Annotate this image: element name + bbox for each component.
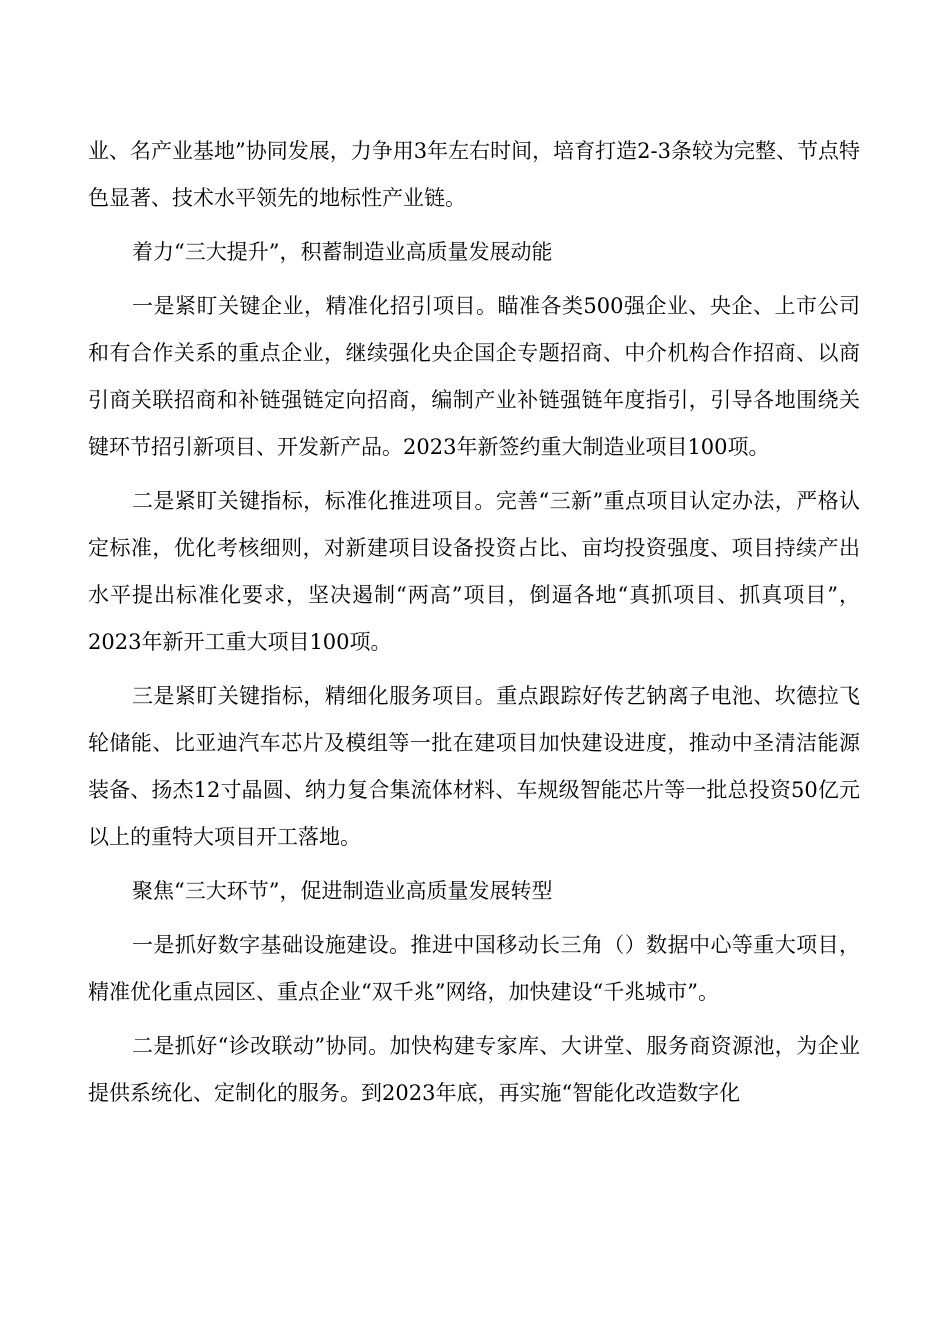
section-heading-three-links: 聚焦“三大环节”，促进制造业高质量发展转型 <box>132 879 553 903</box>
paragraph-key-indicators-service: 三是紧盯关键指标，精细化服务项目。重点跟踪好传艺钠离子电池、坎德拉飞轮储能、比亚迪汽车芯片及模组等一批在建项目加快建设进度，推动中圣清洁能源装备、扬杰12寸晶圆、纳力复合集流体材料、车规级智能芯片等一批总投资50亿元以上的重特大项目开工落地。 <box>88 684 860 849</box>
section-heading-three-improvements: 着力“三大提升”，积蓄制造业高质量发展动能 <box>132 240 553 264</box>
paragraph-continuation: 业、名产业基地”协同发展，力争用3年左右时间，培育打造2-3条较为完整、节点特色显著、技术水平领先的地标性产业链。 <box>88 139 860 210</box>
paragraph-key-indicators-standardization: 二是紧盯关键指标，标准化推进项目。完善“三新”重点项目认定办法，严格认定标准，优化考核细则，对新建项目设备投资占比、亩均投资强度、项目持续产出水平提出标准化要求，坚决遏制“两高”项目，倒逼各地“真抓项目、抓真项目”，2023年新开工重大项目100项。 <box>88 489 860 654</box>
paragraph-diagnosis-reform: 二是抓好“诊改联动”协同。加快构建专家库、大讲堂、服务商资源池，为企业提供系统化、定制化的服务。到2023年底，再实施“智能化改造数字化 <box>88 1034 860 1105</box>
paragraph-key-enterprises: 一是紧盯关键企业，精准化招引项目。瞄准各类500强企业、央企、上市公司和有合作关系的重点企业，继续强化央企国企专题招商、中介机构合作招商、以商引商关联招商和补链强链定向招商，编制产业补链强链年度指引，引导各地围绕关键环节招引新项目、开发新产品。2023年新签约重大制造业项目100项。 <box>88 294 860 459</box>
paragraph-digital-infrastructure: 一是抓好数字基础设施建设。推进中国移动长三角（）数据中心等重大项目，精准优化重点园区、重点企业“双千兆”网络，加快建设“千兆城市”。 <box>88 933 860 1004</box>
document-body <box>88 128 860 1117</box>
